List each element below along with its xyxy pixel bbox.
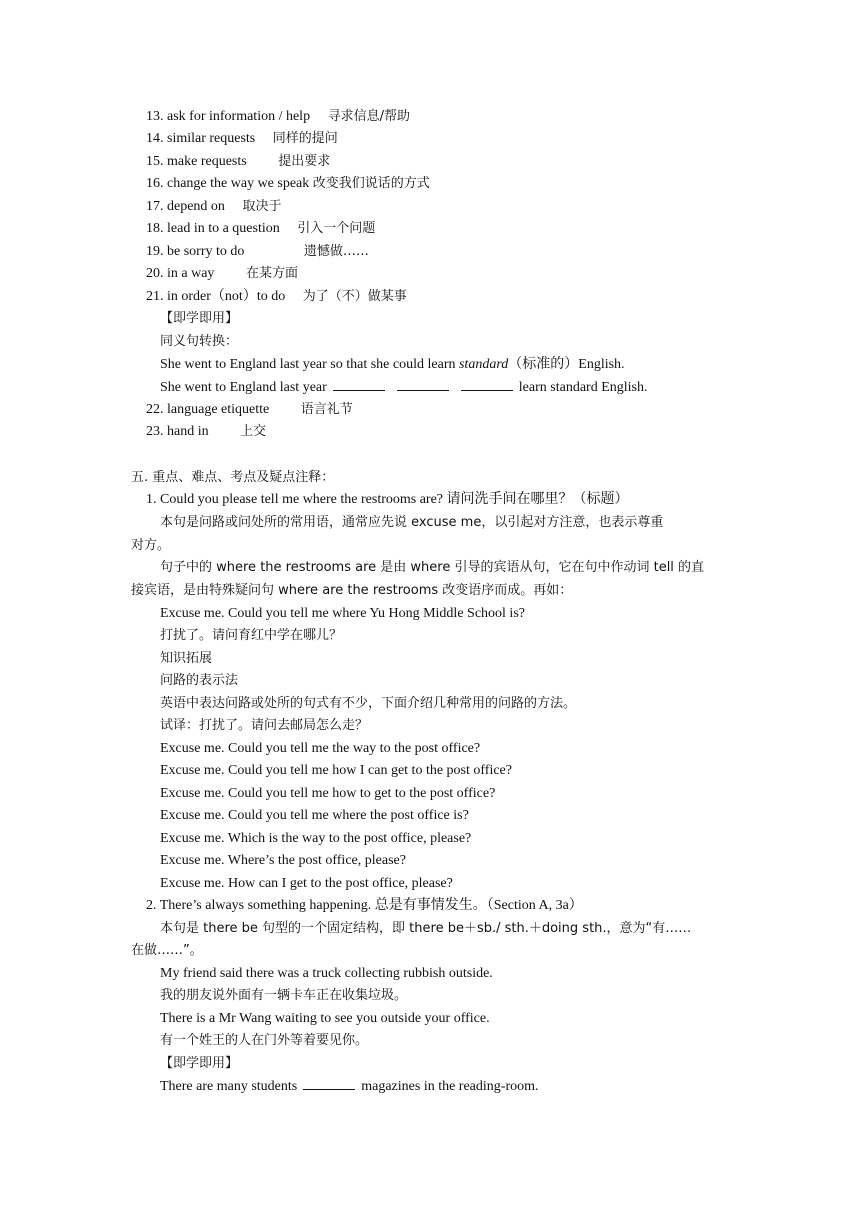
example-3-english: There is a Mr Wang waiting to see you outside your office. [160,1011,490,1026]
item-chinese: 语言礼节 [300,402,353,417]
item-english: be sorry to do [167,244,245,259]
item-chinese: 取决于 [242,199,282,214]
item-number: 17. [146,199,164,214]
vocab-item-17 [146,197,281,217]
ask-way-sentence: Excuse me. Which is the way to the post office, please? [160,831,472,846]
ask-way-sentence: Excuse me. Where’s the post office, please? [160,853,406,868]
item-number: 20. [146,266,164,281]
item-number: 14. [146,131,164,146]
ask-way-sentence: Excuse me. Could you tell me how to get to the post office? [160,786,496,801]
knowledge-expand-topic: 问路的表示法 [160,673,239,688]
vocab-item-20 [146,264,298,284]
ask-way-sentence: Excuse me. Could you tell me where the post office is? [160,808,469,823]
item-chinese: 上交 [240,424,267,439]
point-1-note-2a: 句子中的 where the restrooms are 是由 where 引导的宾语从句，它在句中作动词 tell 的直 [160,560,705,575]
ask-way-sentence: Excuse me. How can I get to the post office, please? [160,876,453,891]
practice-heading: 【即学即用】 [160,311,239,326]
knowledge-expand-heading: 知识拓展 [160,651,213,666]
point-1-note-1b: 对方。 [131,538,171,553]
point-2-note-a: 本句是 there be 句型的一个固定结构，即 there be＋sb./ sth.＋doing sth.，意为“有…… [160,921,692,936]
item-english: ask for information / help [167,109,311,124]
item-chinese: 引入一个问题 [297,221,376,236]
ask-way-sentence: Excuse me. Could you tell me how I can get to the post office? [160,763,512,778]
item-chinese: 在某方面 [245,266,298,281]
example-1-english: Excuse me. Could you tell me where Yu Hong Middle School is? [160,606,525,621]
vocab-item-16 [146,174,430,194]
vocab-item-19 [146,242,369,262]
practice-2-heading: 【即学即用】 [160,1056,239,1071]
answer-blank-3[interactable] [461,378,513,391]
vocab-item-18 [146,219,375,239]
vocab-item-22 [146,400,353,420]
example-2-english: My friend said there was a truck collecting rubbish outside. [160,966,493,981]
answer-blank-2[interactable] [397,378,449,391]
ask-way-sentence: Excuse me. Could you tell me the way to the post office? [160,741,481,756]
point-1-note-1a: 本句是问路或问处所的常用语，通常应先说 excuse me，以引起对方注意，也表示尊重 [160,515,664,530]
item-chinese: 遗憾做…… [303,244,369,259]
item-number: 15. [146,154,164,169]
item-english: in order（not）to do [167,289,286,304]
item-number: 18. [146,221,164,236]
vocab-item-21 [146,287,407,307]
item-number: 19. [146,244,164,259]
practice-instruction: 同义句转换： [160,334,239,349]
practice-2-sentence [160,1077,539,1097]
practice-sentence-rewrite [160,378,647,398]
item-english: similar requests [167,131,256,146]
sentence-text: （标准的）English. [508,357,625,372]
vocab-item-13 [146,107,410,127]
example-3-chinese: 有一个姓王的人在门外等着要见你。 [160,1033,369,1048]
answer-blank-1[interactable] [333,378,385,391]
item-english: language etiquette [167,402,270,417]
item-english: in a way [167,266,215,281]
example-2-chinese: 我的朋友说外面有一辆卡车正在收集垃圾。 [160,988,408,1003]
item-chinese: 为了（不）做某事 [302,289,407,304]
sentence-text: magazines in the reading-room. [361,1079,539,1094]
item-english: hand in [167,424,209,439]
point-1-note-2b: 接宾语，是由特殊疑问句 where are the restrooms 改变语序而成。再如： [131,583,573,598]
answer-blank[interactable] [303,1077,355,1090]
item-chinese: 改变我们说话的方式 [312,176,430,191]
practice-sentence-original [160,355,625,375]
sentence-text: learn standard English. [518,380,648,395]
sentence-text: She went to England last year so that she could learn [160,357,459,372]
vocab-item-15 [146,152,330,172]
point-1-title: 1. Could you please tell me where the restrooms are? 请问洗手间在哪里？（标题） [146,492,629,507]
item-number: 21. [146,289,164,304]
item-number: 22. [146,402,164,417]
sentence-text: She went to England last year [160,380,327,395]
translation-prompt: 试译：打扰了。请问去邮局怎么走？ [160,718,369,733]
point-2-note-b: 在做……”。 [131,943,203,958]
example-1-chinese: 打扰了。请问育红中学在哪儿？ [160,628,343,643]
item-number: 23. [146,424,164,439]
sentence-italic-word: standard [458,357,509,372]
item-english: change the way we speak [167,176,310,191]
item-number: 16. [146,176,164,191]
item-english: depend on [167,199,225,214]
vocab-item-14 [146,129,338,149]
item-chinese: 寻求信息/帮助 [327,109,410,124]
item-chinese: 同样的提问 [272,131,338,146]
knowledge-expand-intro: 英语中表达问路或处所的句式有不少，下面介绍几种常用的问路的方法。 [160,696,577,711]
point-2-title: 2. There’s always something happening. 总是有事情发生。（Section A, 3a） [146,898,583,913]
item-number: 13. [146,109,164,124]
vocab-item-23 [146,422,266,442]
item-english: make requests [167,154,247,169]
sentence-text: There are many students [160,1079,298,1094]
item-chinese: 提出要求 [278,154,331,169]
section-title: 五. 重点、难点、考点及疑点注释： [131,470,335,485]
item-english: lead in to a question [167,221,280,236]
